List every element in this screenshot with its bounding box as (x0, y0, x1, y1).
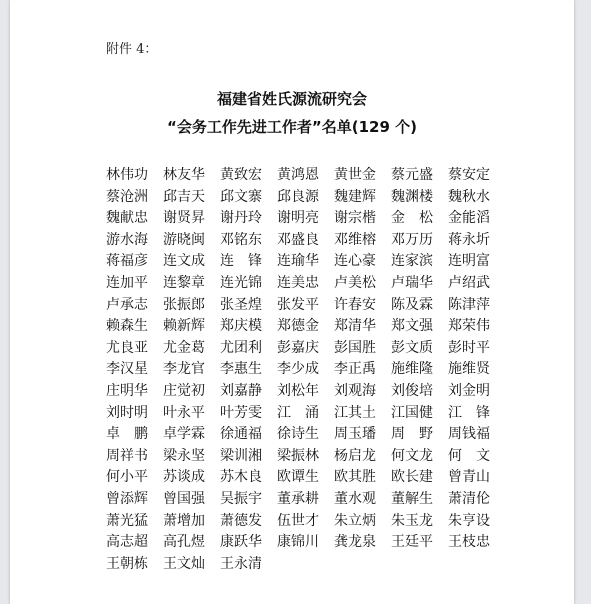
name-entry: 魏献忠 (106, 210, 148, 227)
document-subtitle: “会务工作先进工作者”名单(129 个) (167, 118, 417, 136)
name-entry: 朱亨设 (448, 512, 490, 529)
name-entry: 游水海 (106, 231, 148, 248)
name-entry: 蒋永圻 (448, 231, 490, 248)
name-entry: 高志超 (106, 534, 148, 551)
name-entry: 苏木良 (220, 469, 262, 486)
name-entry: 卢承志 (106, 296, 148, 313)
name-entry: 林伟功 (106, 167, 148, 183)
name-entry: 萧增加 (163, 512, 205, 529)
name-entry: 彭嘉庆 (277, 339, 319, 356)
name-entry: 卢绍武 (448, 274, 490, 291)
name-entry: 江 涌 (277, 404, 319, 421)
name-entry: 叶芳雯 (220, 404, 262, 421)
name-entry: 梁振林 (277, 447, 319, 464)
name-entry: 周 野 (391, 426, 433, 443)
name-entry: 尤金葛 (163, 339, 205, 356)
document-title: 福建省姓氏源流研究会 (216, 90, 367, 108)
name-entry: 陈及霖 (391, 296, 433, 313)
name-entry: 郑庆模 (220, 318, 262, 335)
name-entry: 连美忠 (277, 274, 319, 291)
name-entry: 庄觉初 (163, 382, 205, 399)
name-entry: 彭时平 (448, 339, 490, 356)
name-entry: 游晓闽 (163, 231, 205, 248)
name-entry: 李龙官 (163, 361, 205, 378)
name-entry: 萧光猛 (106, 512, 148, 529)
name-entry: 周祥书 (106, 447, 148, 464)
name-entry: 金能滔 (448, 210, 490, 227)
name-entry: 欧谭生 (277, 469, 319, 486)
name-entry: 李正禹 (334, 361, 376, 378)
name-entry: 李惠生 (220, 361, 262, 378)
attachment-label: 附件 4： (106, 42, 158, 57)
name-entry: 邓盛良 (277, 231, 319, 248)
name-entry: 连黎章 (163, 274, 205, 291)
name-entry: 陈津萍 (448, 296, 490, 313)
name-entry: 邱文寨 (220, 188, 262, 205)
name-entry: 江国健 (391, 404, 433, 421)
name-entry: 欧其胜 (334, 469, 376, 486)
name-entry: 谢丹玲 (220, 210, 262, 227)
name-list (106, 165, 505, 575)
name-entry: 郑德金 (277, 318, 319, 335)
name-entry: 曾国强 (163, 490, 205, 507)
name-entry: 施维贤 (448, 361, 490, 378)
name-entry: 何 文 (448, 447, 490, 464)
name-entry: 连家滨 (391, 253, 433, 270)
name-entry: 金 松 (391, 210, 433, 227)
name-entry: 萧清伦 (448, 490, 490, 507)
name-entry: 林友华 (163, 167, 205, 183)
name-entry: 高孔煜 (163, 534, 205, 551)
name-entry: 周玉璠 (334, 426, 376, 443)
name-entry: 尤良亚 (106, 339, 148, 356)
name-entry: 蒋福彦 (106, 253, 148, 270)
name-entry: 朱立炳 (334, 512, 376, 529)
name-entry: 周钱福 (448, 426, 490, 443)
name-entry: 王永清 (220, 555, 262, 572)
name-entry: 梁永坚 (163, 447, 205, 464)
name-entry: 魏渊楼 (391, 188, 433, 205)
name-entry: 赖新辉 (163, 318, 205, 335)
name-entry: 黄世金 (334, 167, 376, 183)
name-entry: 曾添辉 (106, 490, 148, 507)
name-entry: 欧长建 (391, 469, 433, 486)
name-entry: 连瑜华 (277, 253, 319, 270)
name-entry: 王朝栋 (106, 555, 148, 572)
name-entry: 郑荣伟 (448, 318, 490, 335)
name-entry: 彭国胜 (334, 339, 376, 356)
name-entry: 郑文强 (391, 318, 433, 335)
name-entry: 施维隆 (391, 361, 433, 378)
name-entry: 连文成 (163, 253, 205, 270)
name-entry: 连心豪 (334, 253, 376, 270)
name-entry: 何文龙 (391, 447, 433, 464)
name-entry: 刘嘉静 (220, 382, 262, 399)
name-entry: 魏秋水 (448, 188, 490, 205)
name-entry: 卓学霖 (163, 426, 205, 443)
name-entry: 徐诗生 (277, 426, 319, 443)
name-entry: 魏建辉 (334, 188, 376, 205)
name-entry: 刘金明 (448, 382, 490, 399)
name-entry: 连 锋 (220, 253, 262, 270)
name-entry: 龚龙泉 (334, 534, 376, 551)
name-entry: 连明富 (448, 253, 490, 270)
name-entry: 康跃华 (220, 534, 262, 551)
name-entry: 黄致宏 (220, 167, 262, 183)
name-entry: 蔡安定 (448, 167, 490, 183)
name-entry: 伍世才 (277, 512, 319, 529)
name-entry: 谢明亮 (277, 210, 319, 227)
name-entry: 邱良源 (277, 188, 319, 205)
name-entry: 连光锦 (220, 274, 262, 291)
name-entry: 徐通福 (220, 426, 262, 443)
name-entry: 张发平 (277, 296, 319, 313)
name-entry: 卓 鹏 (106, 426, 148, 443)
name-entry: 庄明华 (106, 382, 148, 399)
name-entry: 连加平 (106, 274, 148, 291)
name-entry: 邱吉天 (163, 188, 205, 205)
name-entry: 彭文质 (391, 339, 433, 356)
name-entry: 王廷平 (391, 534, 433, 551)
name-entry: 何小平 (106, 469, 148, 486)
name-entry: 梁训湘 (220, 447, 262, 464)
name-entry: 许春安 (334, 296, 376, 313)
name-entry: 谢贤昇 (163, 210, 205, 227)
name-entry: 董承耕 (277, 490, 319, 507)
document-page (10, 0, 574, 604)
name-entry: 苏谈成 (163, 469, 205, 486)
name-entry: 王文灿 (163, 555, 205, 572)
name-entry: 江其土 (334, 404, 376, 421)
name-entry: 尤团利 (220, 339, 262, 356)
name-entry: 张圣煌 (220, 296, 262, 313)
name-entry: 江 锋 (448, 404, 490, 421)
name-entry: 赖森生 (106, 318, 148, 335)
name-entry: 曾青山 (448, 469, 490, 486)
name-entry: 刘松年 (277, 382, 319, 399)
name-entry: 王枝忠 (448, 534, 490, 551)
name-entry: 朱玉龙 (391, 512, 433, 529)
name-entry: 卢瑞华 (391, 274, 433, 291)
name-entry: 董解生 (391, 490, 433, 507)
name-entry: 蔡元盛 (391, 167, 433, 183)
name-entry: 刘俊培 (391, 382, 433, 399)
name-entry: 蔡沧洲 (106, 188, 148, 205)
name-entry: 卢美松 (334, 274, 376, 291)
name-entry: 黄鸿恩 (277, 167, 319, 183)
name-entry: 谢宗楷 (334, 210, 376, 227)
name-entry: 张振郎 (163, 296, 205, 313)
name-entry: 邓万历 (391, 231, 433, 248)
name-entry: 董水观 (334, 490, 376, 507)
name-entry: 邓维榕 (334, 231, 376, 248)
name-entry: 刘时明 (106, 404, 148, 421)
name-entry: 李汉星 (106, 361, 148, 378)
name-entry: 杨启龙 (334, 447, 376, 464)
name-entry: 萧德发 (220, 512, 262, 529)
name-entry: 康锦川 (277, 534, 319, 551)
name-entry: 邓铭东 (220, 231, 262, 248)
name-entry: 郑清华 (334, 318, 376, 335)
name-entry: 李少成 (277, 361, 319, 378)
name-entry: 刘观海 (334, 382, 376, 399)
name-entry: 吴振宇 (220, 490, 262, 507)
name-entry: 叶永平 (163, 404, 205, 421)
